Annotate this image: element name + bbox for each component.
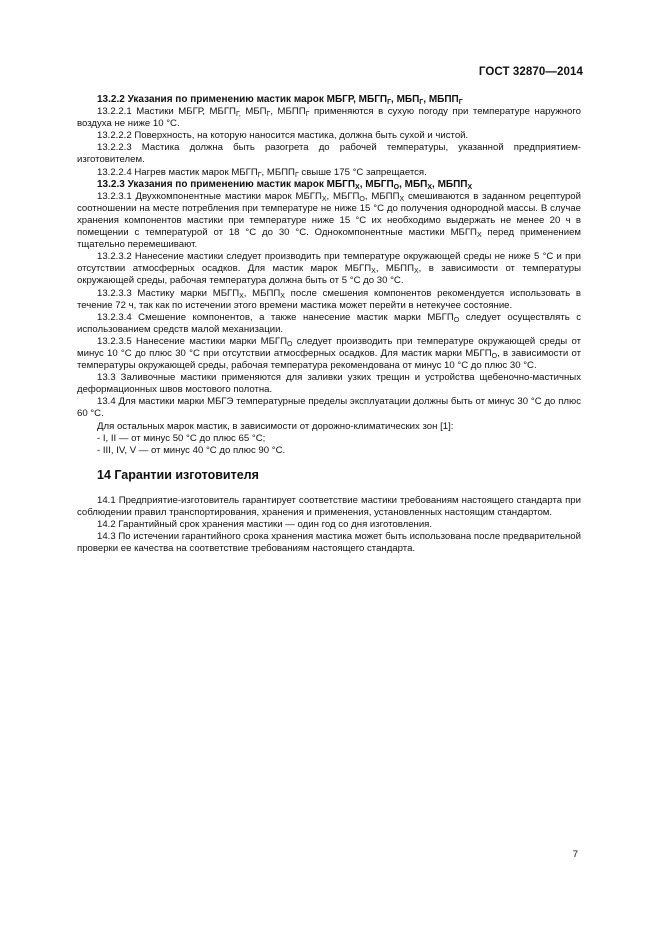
clause-paragraph: 13.2.2.3 Мастика должна быть разогрета до рабочей температуры, указанной предприятием-изготовителем. <box>77 142 581 166</box>
document-code: ГОСТ 32870—2014 <box>478 66 583 78</box>
clause-paragraph: 13.2.2.1 Мастики МБГР, $МБГП_{Г,}$ $МБП_Г$, $МБПП_Г$ применяются в сухую погоду при температуре наружного воздуха не ниже 10 °С. <box>77 106 581 130</box>
clause-paragraph: 13.3 Заливочные мастики применяются для заливки узких трещин и устройства щебеночно-мастичных деформационных швов мостового полотна. <box>77 372 581 396</box>
clause-paragraph: 13.2.3.1 Двухкомпонентные мастики марок $МБГП_Х$, $МБГП_О$, $МБПП_Х$ смешиваются в заданном рецептурой соотношении на месте потребления при температуре не ниже 15 °С до получения однородной массы. В случае хранения компонентов мастики при температуре ниже 15 °С их необходимо выдержать не менее 20 ч в помещении с температурой от 18 °С до 30 °С. Однокомпонентные мастики $МБГП_Х$ перед применением тщательно перемешивают. <box>77 190 582 251</box>
clause-heading: 13.2.3 Указания по применению мастик марок $МБГП_Х$, $МБГП_О$, $МБП_Х$, $МБПП_Х$ <box>97 178 473 191</box>
clause-heading: 13.2.2 Указания по применению мастик марок МБГР, $МБГП_Г$, $МБП_Г$, $МБПП_Г$ <box>97 94 463 106</box>
section-heading: 14 Гарантии изготовителя <box>97 467 259 482</box>
clause-paragraph: 13.2.2.4 Нагрев мастик марок $МБГП_Г$, $МБПП_Г$ свыше 175 °С запрещается. <box>97 166 427 179</box>
clause-paragraph: 13.4 Для мастики марки МБГЭ температурные пределы эксплуатации должны быть от минус 30 °С до плюс 60 °С. <box>77 396 581 420</box>
clause-paragraph: 14.1 Предприятие-изготовитель гарантирует соответствие мастики требованиям настоящего стандарта при соблюдении правил транспортирования, хранения и применения, установленных настоящим стандартом. <box>77 494 581 518</box>
clause-paragraph: 14.2 Гарантийный срок хранения мастики — один год со дня изготовления. <box>97 519 433 531</box>
clause-paragraph: 13.2.3.5 Нанесение мастики марки $МБГП_О$ следует производить при температуре окружающей среды от минус 10 °С до плюс 30 °С при отсутствии атмосферных осадков. Для мастик марки $МБГП_О$, в зависимости от температуры окружающей среды, рабочая температура рекомендована от минус 10 °С до плюс 30 °С. <box>77 335 581 372</box>
clause-paragraph: - I, II — от минус 50 °С до плюс 65 °С; <box>97 432 266 444</box>
clause-paragraph: 13.2.3.2 Нанесение мастики следует производить при температуре окружающей среды не ниже 5 °С и при отсутствии атмосферных осадков. Для мастик марок $МБГП_Х$, $МБПП_Х$, в зависимости от температуры окружающей среды, рабочая температура должна быть от 5 °С до 30 °С. <box>77 251 581 287</box>
document-body <box>77 94 581 555</box>
clause-paragraph: 14.3 По истечении гарантийного срока хранения мастика может быть использована после предварительной проверки ее качества на соответствие требованиям настоящего стандарта. <box>77 531 581 555</box>
clause-paragraph: - III, IV, V — от минус 40 °С до плюс 90 °С. <box>97 444 286 456</box>
clause-paragraph: 13.2.3.4 Смешение компонентов, а также нанесение мастик марки $МБГП_О$ следует осуществлять с использованием средств малой механизации. <box>77 311 581 335</box>
clause-paragraph: 13.2.2.2 Поверхность, на которую наносится мастика, должна быть сухой и чистой. <box>97 130 469 142</box>
clause-paragraph: Для остальных марок мастик, в зависимости от дорожно-климатических зон [1]: <box>97 420 454 432</box>
clause-paragraph: 13.2.3.3 Мастику марки $МБГП_Х$, $МБПП_Х$ после смешения компонентов рекомендуется использовать в течение 72 ч, так как по истечении этого времени мастика может перейти в нетекучее состояние. <box>77 287 581 311</box>
page-number: 7 <box>572 849 578 860</box>
